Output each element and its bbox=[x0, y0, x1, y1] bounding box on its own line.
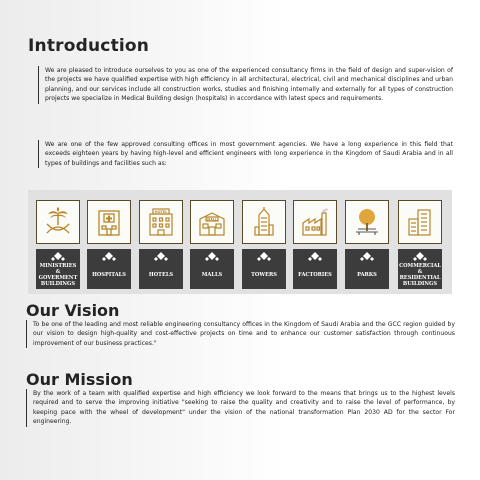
category-label: TOWERS bbox=[251, 272, 277, 278]
buildings-icon bbox=[398, 200, 442, 244]
category-label-box bbox=[190, 249, 234, 289]
company-mark-icon bbox=[204, 252, 220, 261]
tower-icon bbox=[242, 200, 286, 244]
category-label: COMMERCIAL & RESIDENTIAL BUILDINGS bbox=[399, 263, 441, 287]
category-malls bbox=[190, 200, 234, 289]
category-label-box bbox=[398, 249, 442, 289]
category-hotels bbox=[139, 200, 183, 289]
category-factories bbox=[293, 200, 337, 289]
mission-heading: Our Mission bbox=[26, 370, 133, 389]
category-label: FACTORIES bbox=[298, 272, 332, 278]
mission-text: By the work of a team with qualified expertise and high efficiency we look forward to the means that brings us to the highest levels required and to serve the improving initiative "seeking to raise the quality and creativity and to raise the level of performance, by keeping pace with the wheel of development" under the vision of the national transformation Plan 2030 AD for the sector For engineering. bbox=[33, 390, 455, 426]
company-mark-icon bbox=[153, 252, 169, 261]
hotel-icon bbox=[139, 200, 183, 244]
category-parks bbox=[345, 200, 389, 289]
vision-paragraph bbox=[26, 320, 455, 348]
introduction-paragraph-1 bbox=[38, 66, 453, 104]
intro-paragraph-1-text: We are pleased to introduce ourselves to you as one of the experienced consultancy firms in the field of design and super-vision of the projects we have qualified expertise with high efficiency in all architectural, electrical, civil and mechanical disciplines and urban planning, and our services include all construction works, studies and finishing internally and externally for all types of construction projects we specialize in Medical Building design (hospitals) in accordance with latest specs and requirements. bbox=[45, 67, 453, 103]
hospital-icon bbox=[87, 200, 131, 244]
category-label: PARKS bbox=[357, 272, 377, 278]
company-mark-icon bbox=[359, 252, 375, 261]
palm-swords-icon bbox=[36, 200, 80, 244]
category-label: HOSPITALS bbox=[92, 272, 126, 278]
company-mark-icon bbox=[101, 252, 117, 261]
hotel-sign-text: HOTEL bbox=[154, 210, 168, 214]
category-label-box bbox=[139, 249, 183, 289]
category-label-box bbox=[345, 249, 389, 289]
category-label-box bbox=[242, 249, 286, 289]
category-commercial-residential bbox=[398, 200, 442, 289]
intro-paragraph-2-text: We are one of the few approved consulting offices in most government agencies. We have a long experience in this field that exceeds eighteen years by having high-level and efficient engineers with long experience in the Kingdom of Saudi Arabia and in all types of buildings and facilities such as: bbox=[45, 141, 453, 167]
category-label-box bbox=[293, 249, 337, 289]
category-label: MINISTRIES & GOVERMENT BUILDINGS bbox=[38, 263, 78, 287]
company-mark-icon bbox=[256, 252, 272, 261]
category-ministries bbox=[36, 200, 80, 289]
mission-paragraph bbox=[26, 389, 455, 427]
category-label: HOTELS bbox=[148, 272, 174, 278]
introduction-heading: Introduction bbox=[28, 36, 150, 56]
factory-icon bbox=[293, 200, 337, 244]
vision-text: To be one of the leading and most reliable engineering consultancy offices in the Kingdom of Saudi Arabia and the GCC region guided by our vision to design high-quality and cost-effective projects on time and to enhance our customer satisfaction through continuous improvement of our business practices." bbox=[33, 321, 455, 347]
mall-icon bbox=[190, 200, 234, 244]
company-mark-icon bbox=[412, 252, 428, 261]
mall-sign-text: MALL bbox=[207, 217, 217, 222]
introduction-paragraph-2 bbox=[38, 140, 453, 168]
category-label-box bbox=[87, 249, 131, 289]
category-label-box bbox=[36, 249, 80, 289]
park-icon bbox=[345, 200, 389, 244]
company-mark-icon bbox=[307, 252, 323, 261]
category-towers bbox=[242, 200, 286, 289]
company-mark-icon bbox=[50, 252, 66, 261]
vision-heading: Our Vision bbox=[26, 301, 120, 320]
building-categories-band bbox=[28, 190, 452, 294]
category-label: MALLS bbox=[201, 272, 223, 278]
category-hospitals bbox=[87, 200, 131, 289]
